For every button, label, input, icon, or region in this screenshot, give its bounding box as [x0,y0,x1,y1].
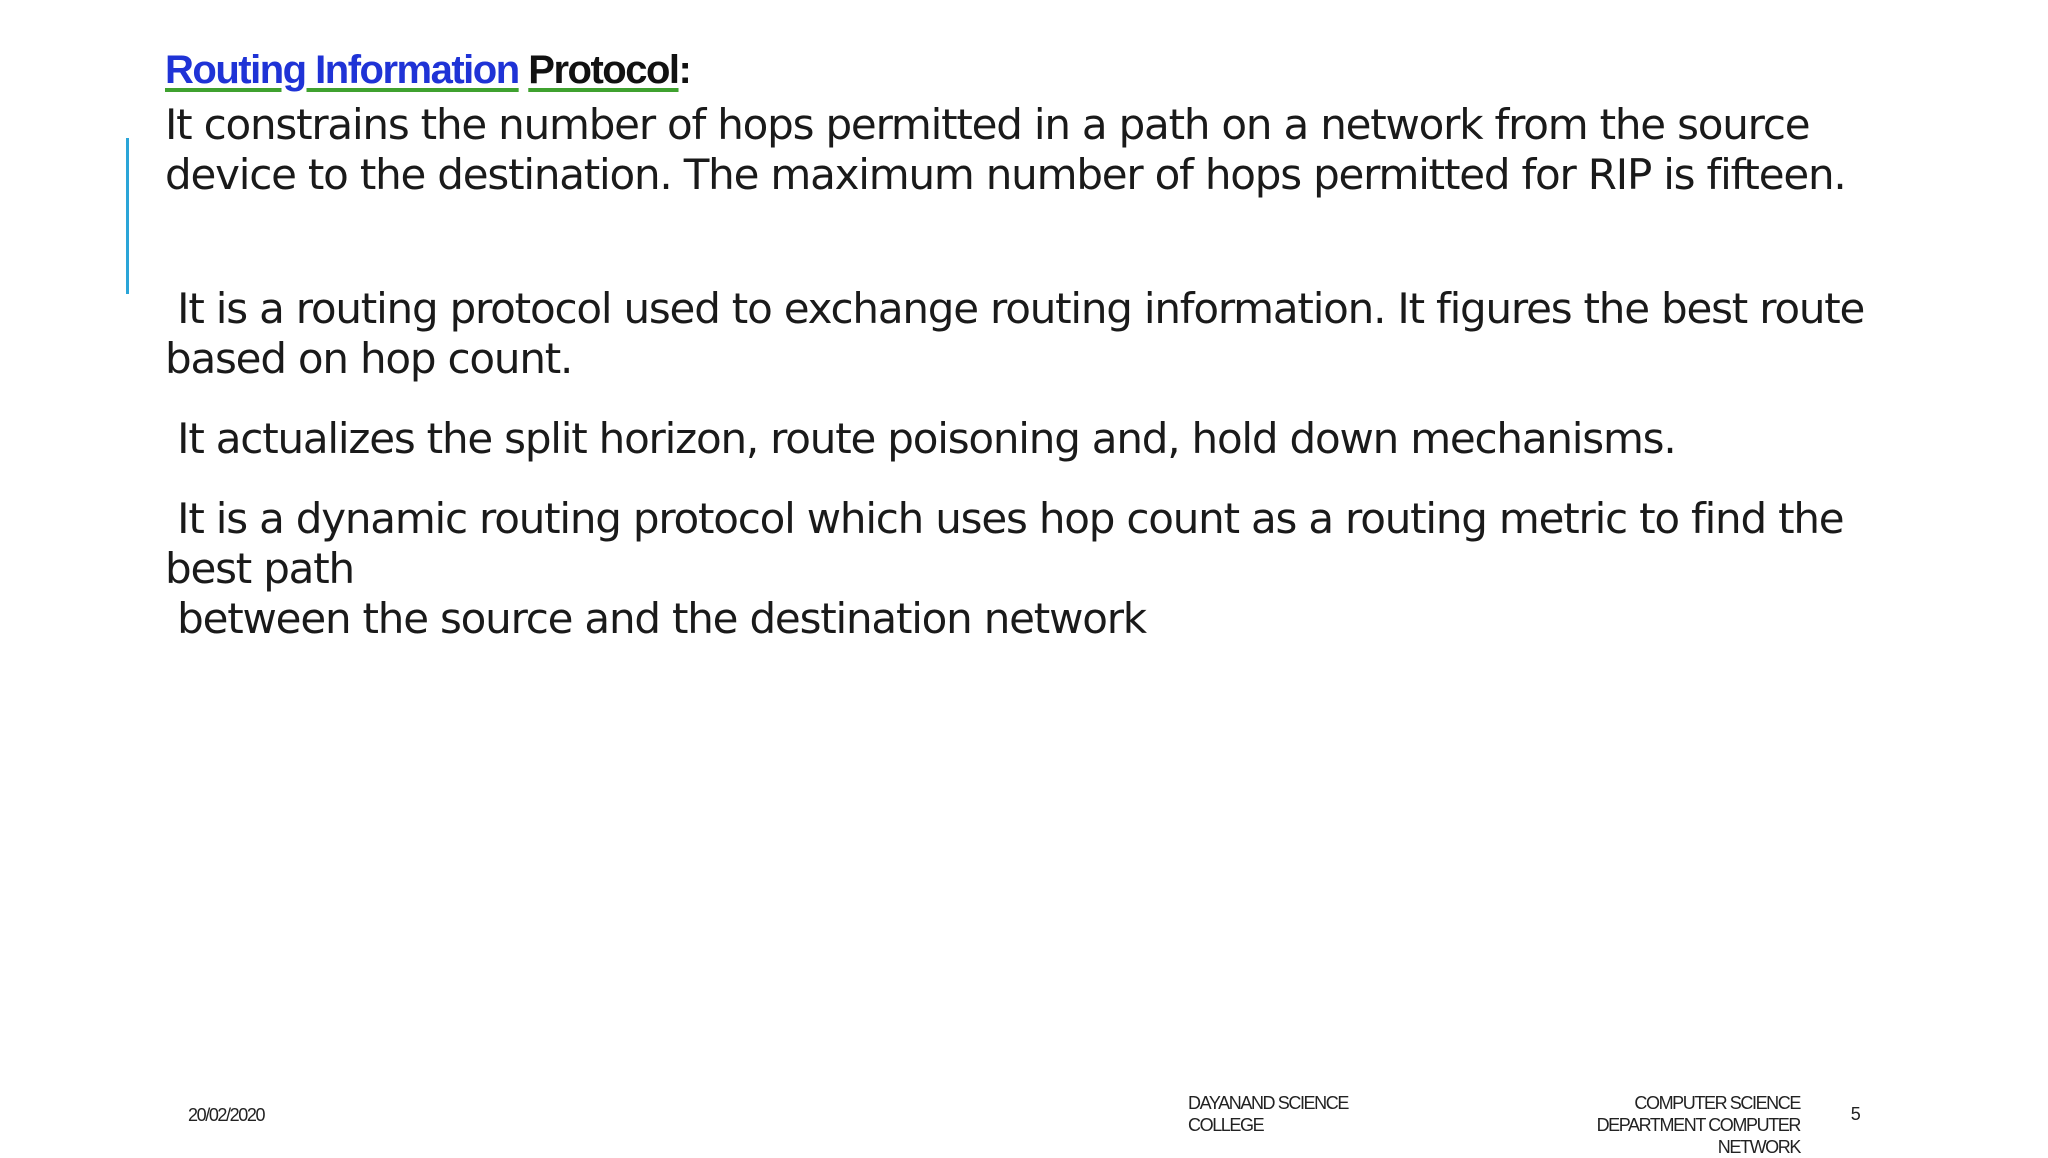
title-colon: : [678,48,691,92]
paragraph-1: It constrains the number of hops permitted in a path on a network from the source device to the destination. The maximum number of hops permitted for RIP is fifteen. [165,100,1846,199]
paragraph-3: It actualizes the split horizon, route poisoning and, hold down mechanisms. [165,414,1676,463]
page-number: 5 [1850,1104,1860,1124]
paragraph-2: It is a routing protocol used to exchange routing information. It figures the best route based on hop count. [165,284,1877,383]
footer-department: COMPUTER SCIENCE DEPARTMENT COMPUTER NETWORK [1596,1093,1800,1157]
accent-bar [126,138,129,294]
slide-title [165,44,690,96]
title-link[interactable]: Routing Information [165,48,519,92]
footer-date: 20/02/2020 [188,1105,265,1125]
paragraph-4: It is a dynamic routing protocol which uses hop count as a routing metric to find the best path between the source and the destination network [165,494,1844,643]
footer-college: DAYANAND SCIENCE COLLEGE [1188,1093,1348,1135]
title-rest: Protocol [528,48,679,92]
